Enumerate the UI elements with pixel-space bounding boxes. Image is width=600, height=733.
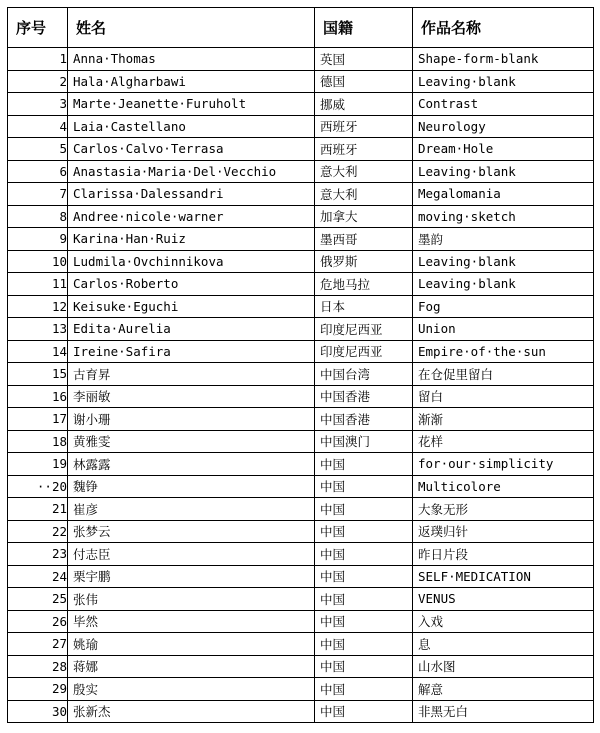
- table-row: [8, 610, 594, 633]
- row-index: 8: [8, 205, 68, 228]
- row-name: 崔彦: [68, 498, 315, 521]
- table-row: [8, 318, 594, 341]
- row-country: 德国: [315, 70, 413, 93]
- row-country: 日本: [315, 295, 413, 318]
- row-name: Carlos·Roberto: [68, 273, 315, 296]
- row-work-title: Union: [413, 318, 594, 341]
- row-country: 中国台湾: [315, 363, 413, 386]
- row-name: Anastasia·Maria·Del·Vecchio: [68, 160, 315, 183]
- row-work-title: Contrast: [413, 93, 594, 116]
- row-country: 中国: [315, 678, 413, 701]
- row-work-title: Leaving·blank: [413, 250, 594, 273]
- table-row: [8, 520, 594, 543]
- row-name: 付志臣: [68, 543, 315, 566]
- entries-table: [7, 7, 594, 723]
- row-work-title: Leaving·blank: [413, 160, 594, 183]
- row-work-title: for·our·simplicity: [413, 453, 594, 476]
- row-index: 28: [8, 655, 68, 678]
- row-index: 7: [8, 183, 68, 206]
- table-row: [8, 273, 594, 296]
- table-row: [8, 250, 594, 273]
- row-name: 张梦云: [68, 520, 315, 543]
- row-work-title: Leaving·blank: [413, 70, 594, 93]
- row-index: 6: [8, 160, 68, 183]
- row-work-title: Leaving·blank: [413, 273, 594, 296]
- row-index: 11: [8, 273, 68, 296]
- row-index: 25: [8, 588, 68, 611]
- row-work-title: 非黑无白: [413, 700, 594, 723]
- table-row: [8, 475, 594, 498]
- row-country: 西班牙: [315, 138, 413, 161]
- row-work-title: 大象无形: [413, 498, 594, 521]
- row-name: Clarissa·Dalessandri: [68, 183, 315, 206]
- row-country: 中国: [315, 543, 413, 566]
- row-name: Karina·Han·Ruiz: [68, 228, 315, 251]
- row-index: 21: [8, 498, 68, 521]
- table-row: [8, 93, 594, 116]
- row-country: 危地马拉: [315, 273, 413, 296]
- row-index: 14: [8, 340, 68, 363]
- table-row: [8, 48, 594, 71]
- row-country: 印度尼西亚: [315, 340, 413, 363]
- row-index: 2: [8, 70, 68, 93]
- table-row: [8, 205, 594, 228]
- row-work-title: 昨日片段: [413, 543, 594, 566]
- row-work-title: 墨韵: [413, 228, 594, 251]
- table-row: [8, 408, 594, 431]
- row-index: 27: [8, 633, 68, 656]
- row-country: 俄罗斯: [315, 250, 413, 273]
- row-name: Marte·Jeanette·Furuholt: [68, 93, 315, 116]
- row-work-title: Empire·of·the·sun: [413, 340, 594, 363]
- row-country: 墨西哥: [315, 228, 413, 251]
- table-row: [8, 295, 594, 318]
- row-name: 古育昇: [68, 363, 315, 386]
- row-country: 中国: [315, 655, 413, 678]
- row-work-title: 留白: [413, 385, 594, 408]
- table-row: [8, 453, 594, 476]
- table-row: [8, 363, 594, 386]
- row-country: 中国: [315, 633, 413, 656]
- row-country: 中国: [315, 520, 413, 543]
- row-name: 毕然: [68, 610, 315, 633]
- table-row: [8, 115, 594, 138]
- header-index: 序号: [8, 8, 68, 48]
- table-row: [8, 498, 594, 521]
- row-name: 张新杰: [68, 700, 315, 723]
- row-index: 16: [8, 385, 68, 408]
- row-name: 蒋娜: [68, 655, 315, 678]
- table-row: [8, 565, 594, 588]
- table-row: [8, 543, 594, 566]
- row-work-title: Megalomania: [413, 183, 594, 206]
- row-index: 17: [8, 408, 68, 431]
- table-body: [8, 48, 594, 723]
- row-name: 谢小珊: [68, 408, 315, 431]
- row-country: 中国: [315, 475, 413, 498]
- row-index: 15: [8, 363, 68, 386]
- row-name: 林露露: [68, 453, 315, 476]
- row-index: ··20: [8, 475, 68, 498]
- row-country: 意大利: [315, 183, 413, 206]
- table-row: [8, 385, 594, 408]
- table-row: [8, 430, 594, 453]
- row-country: 英国: [315, 48, 413, 71]
- row-name: 李丽敏: [68, 385, 315, 408]
- row-country: 中国: [315, 700, 413, 723]
- row-name: Andree·nicole·warner: [68, 205, 315, 228]
- row-name: 栗宇鹏: [68, 565, 315, 588]
- table-row: [8, 633, 594, 656]
- row-index: 9: [8, 228, 68, 251]
- row-work-title: VENUS: [413, 588, 594, 611]
- row-index: 1: [8, 48, 68, 71]
- row-country: 中国香港: [315, 408, 413, 431]
- table-row: [8, 160, 594, 183]
- row-country: 中国: [315, 498, 413, 521]
- table-row: [8, 183, 594, 206]
- row-name: Keisuke·Eguchi: [68, 295, 315, 318]
- row-index: 10: [8, 250, 68, 273]
- row-work-title: Neurology: [413, 115, 594, 138]
- table-row: [8, 655, 594, 678]
- row-index: 26: [8, 610, 68, 633]
- table-header-row: [8, 8, 594, 48]
- row-index: 24: [8, 565, 68, 588]
- table-row: [8, 138, 594, 161]
- row-work-title: 解意: [413, 678, 594, 701]
- row-work-title: 在仓促里留白: [413, 363, 594, 386]
- row-name: 黄雅雯: [68, 430, 315, 453]
- row-name: Laia·Castellano: [68, 115, 315, 138]
- row-index: 18: [8, 430, 68, 453]
- row-work-title: moving·sketch: [413, 205, 594, 228]
- row-work-title: Multicolore: [413, 475, 594, 498]
- row-country: 中国澳门: [315, 430, 413, 453]
- row-index: 3: [8, 93, 68, 116]
- header-country: 国籍: [315, 8, 413, 48]
- table-row: [8, 588, 594, 611]
- table-row: [8, 700, 594, 723]
- row-index: 5: [8, 138, 68, 161]
- row-country: 中国: [315, 610, 413, 633]
- row-country: 中国香港: [315, 385, 413, 408]
- row-index: 23: [8, 543, 68, 566]
- row-country: 挪威: [315, 93, 413, 116]
- row-work-title: 息: [413, 633, 594, 656]
- row-country: 中国: [315, 453, 413, 476]
- row-work-title: Dream·Hole: [413, 138, 594, 161]
- row-index: 13: [8, 318, 68, 341]
- header-work-title: 作品名称: [413, 8, 594, 48]
- row-name: 殷实: [68, 678, 315, 701]
- row-name: Carlos·Calvo·Terrasa: [68, 138, 315, 161]
- table-row: [8, 70, 594, 93]
- row-index: 30: [8, 700, 68, 723]
- row-name: 魏铮: [68, 475, 315, 498]
- row-index: 22: [8, 520, 68, 543]
- row-work-title: 花样: [413, 430, 594, 453]
- row-name: 姚瑜: [68, 633, 315, 656]
- row-work-title: 山水图: [413, 655, 594, 678]
- row-name: Edita·Aurelia: [68, 318, 315, 341]
- table-row: [8, 228, 594, 251]
- row-country: 中国: [315, 588, 413, 611]
- row-country: 意大利: [315, 160, 413, 183]
- header-name: 姓名: [68, 8, 315, 48]
- row-name: Ludmila·Ovchinnikova: [68, 250, 315, 273]
- row-country: 西班牙: [315, 115, 413, 138]
- row-index: 29: [8, 678, 68, 701]
- table-row: [8, 340, 594, 363]
- row-work-title: Shape-form-blank: [413, 48, 594, 71]
- row-index: 19: [8, 453, 68, 476]
- row-work-title: 入戏: [413, 610, 594, 633]
- row-work-title: Fog: [413, 295, 594, 318]
- row-work-title: 渐渐: [413, 408, 594, 431]
- row-name: Ireine·Safira: [68, 340, 315, 363]
- row-work-title: 返璞归针: [413, 520, 594, 543]
- row-country: 印度尼西亚: [315, 318, 413, 341]
- row-country: 中国: [315, 565, 413, 588]
- row-name: Hala·Algharbawi: [68, 70, 315, 93]
- row-name: Anna·Thomas: [68, 48, 315, 71]
- table-row: [8, 678, 594, 701]
- row-work-title: SELF·MEDICATION: [413, 565, 594, 588]
- row-country: 加拿大: [315, 205, 413, 228]
- row-name: 张伟: [68, 588, 315, 611]
- row-index: 4: [8, 115, 68, 138]
- row-index: 12: [8, 295, 68, 318]
